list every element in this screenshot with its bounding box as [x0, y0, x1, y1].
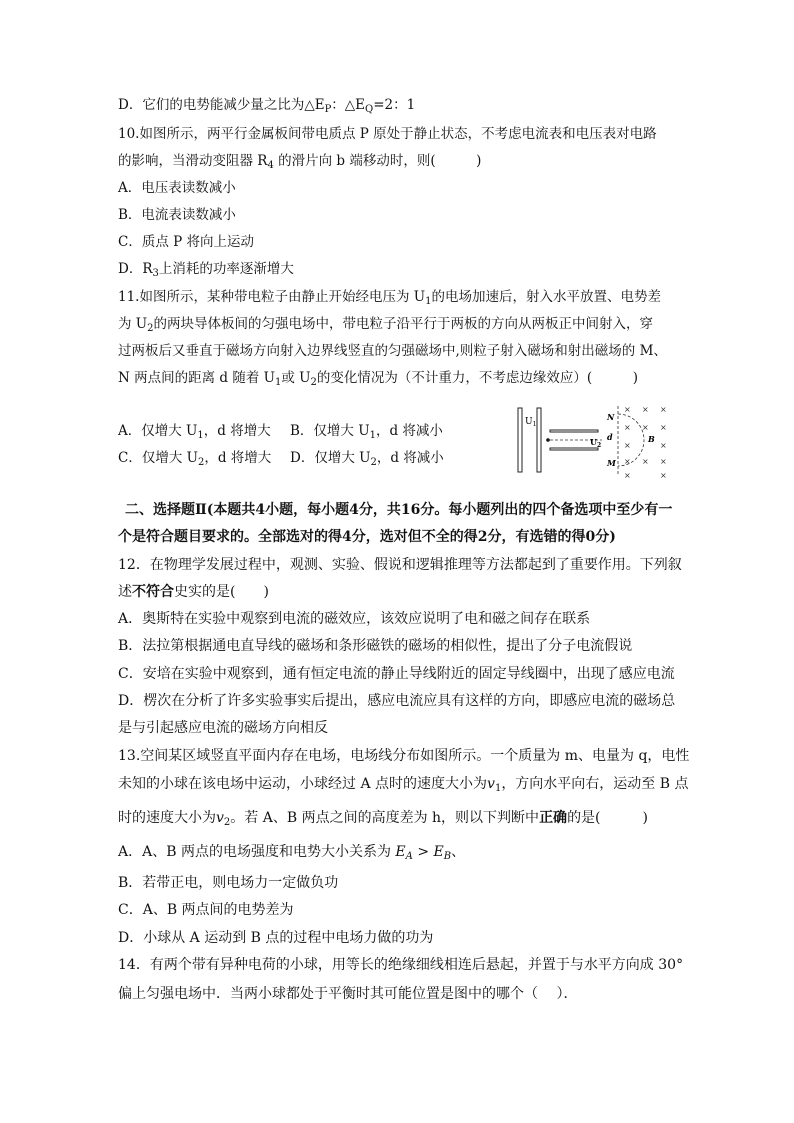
label-u2: $U_2$ — [590, 437, 602, 449]
text: 的两块导体板间的匀强电场中，带电粒子沿平行于两板的方向从两板正中间射入，穿 — [153, 316, 654, 332]
subscript: 2 — [198, 457, 205, 468]
text: 、 — [451, 844, 466, 860]
section2-heading-line2: 个是符合题目要求的。全部选对的得4分，选对但不全的得2分，有选错的得0分) — [118, 529, 616, 545]
q10-option-a: A．电压表读数减小 — [118, 180, 236, 196]
subscript: 2 — [223, 817, 231, 828]
q10-option-b: B．电流表读数减小 — [118, 207, 236, 223]
text: D．R — [118, 261, 153, 277]
q10-stem-line1: 10.如图所示，两平行金属板间带电质点 P 原处于静止状态，不考虑电流表和电压表对电路 — [118, 126, 657, 142]
emphasis: 正确 — [539, 810, 568, 826]
cross: × — [624, 457, 631, 466]
q14-stem-line2: 偏上匀强电场中．当两小球都处于平衡时其可能位置是图中的哪个（ ）． — [118, 986, 578, 1002]
q13-option-d: D．小球从 A 运动到 B 点的过程中电场力做的功为 — [118, 930, 434, 946]
particle — [546, 438, 550, 442]
label-u1: $U_1$ — [525, 417, 537, 428]
math-v: v — [216, 810, 224, 826]
cross: × — [660, 457, 667, 466]
q11-option-d — [290, 449, 444, 472]
q13-stem-line1: 13.空间某区域竖直平面内存在电场，电场线分布如图所示。一个质量为 m、电量为 q，电性 — [118, 748, 690, 764]
subscript: 1 — [494, 783, 502, 794]
text: 的电场加速后，射入水平放置、电势差 — [431, 289, 662, 305]
text: 述 — [118, 584, 132, 600]
text: 史实的是( ) — [174, 584, 269, 600]
cross: × — [642, 405, 649, 414]
q11-stem-line1 — [118, 288, 661, 311]
q11-options-row1 — [118, 422, 443, 445]
text: 上消耗的功率逐渐增大 — [158, 261, 294, 277]
q12-option-a: A．奥斯特在实验中观察到电流的磁效应，该效应说明了电和磁之间存在联系 — [118, 611, 591, 627]
deflect-plate-bottom — [550, 448, 598, 450]
q11-option-a — [118, 422, 290, 445]
cross: × — [660, 441, 667, 450]
text: A．A、B 两点的电场强度和电势大小关系为 — [118, 844, 396, 860]
q12-stem-line2 — [118, 583, 269, 601]
text: 的影响，当滑动变阻器 R — [118, 153, 268, 169]
q11-option-b — [290, 422, 443, 445]
label-n: N — [607, 412, 615, 422]
text: 或 U — [281, 370, 311, 386]
cross: × — [624, 441, 631, 450]
text: 为 U — [118, 316, 148, 332]
q12-option-d-line1: D．楞次在分析了许多实验事实后提出，感应电流应具有这样的方向，即感应电流的磁场总 — [118, 693, 676, 709]
math-e: E — [395, 844, 406, 860]
q11-figure — [510, 402, 680, 480]
cross: × — [624, 471, 631, 480]
text: 。若 A、B 两点之间的高度差为 h，则以下判断中 — [230, 810, 540, 826]
subscript: Q — [365, 104, 374, 115]
circular-path — [618, 414, 644, 466]
text: =2：1 — [373, 97, 416, 113]
cross: × — [624, 423, 631, 432]
accel-plate-right — [537, 408, 541, 472]
text: 11.如图所示，某种带电粒子由静止开始经电压为 U — [118, 289, 426, 305]
q11-stem-line4 — [118, 369, 638, 392]
text: 的变化情况为（不计重力，不考虑边缘效应）( ) — [316, 370, 638, 386]
cross: × — [660, 471, 667, 480]
subscript: P — [324, 104, 332, 115]
emphasis: 不符合 — [132, 584, 174, 600]
subscript: 4 — [267, 160, 274, 171]
section2-heading-line1: 二、选择题Ⅱ(本题共4小题，每小题4分，共16分。每小题列出的四个备选项中至少有一 — [125, 502, 673, 518]
text: D．仅增大 U — [290, 450, 371, 466]
q11-options-row2 — [118, 449, 444, 472]
q13-option-a — [118, 843, 465, 866]
subscript: 1 — [197, 430, 204, 441]
q14-stem-line1: 14．有两个带有异种电荷的小球，用等长的绝缘细线相连后悬起，并置于与水平方向成 30° — [118, 957, 684, 973]
q13-option-c: C．A、B 两点间的电势差为 — [118, 902, 294, 918]
accel-plate-left — [518, 408, 522, 472]
q10-option-c: C．质点 P 将向上运动 — [118, 234, 254, 250]
math-e: > E — [412, 844, 444, 860]
subscript: 1 — [275, 377, 282, 388]
q10-option-d — [118, 260, 294, 283]
text: ，d 将增大 — [204, 450, 272, 466]
text: ：△E — [331, 97, 366, 113]
q13-stem-line2 — [118, 775, 689, 798]
math-v: v — [487, 776, 495, 792]
q11-option-c — [118, 449, 290, 472]
text: ，d 将减小 — [376, 450, 444, 466]
text: C．仅增大 U — [118, 450, 198, 466]
cross: × — [660, 423, 667, 432]
text: D．它们的电势能减少量之比为△E — [118, 97, 325, 113]
subscript: 2 — [370, 457, 377, 468]
subscript: B — [443, 851, 452, 862]
text: ，d 将增大 — [203, 423, 271, 439]
subscript: A — [405, 851, 413, 862]
label-d: d — [607, 432, 613, 442]
cross: × — [660, 405, 667, 414]
label-m: M — [607, 458, 616, 468]
deflect-plate-top — [550, 430, 598, 432]
q12-option-c: C．安培在实验中观察到，通有恒定电流的静止导线附近的固定导线圈中，出现了感应电流 — [118, 666, 675, 682]
text: A．仅增大 U — [118, 423, 198, 439]
cross: × — [624, 405, 631, 414]
q13-stem-line3 — [118, 809, 648, 832]
q10-stem-line2 — [118, 152, 481, 175]
text: 的滑片向 b 端移动时，则( ) — [273, 153, 482, 169]
text: ，d 将减小 — [375, 423, 443, 439]
q13-option-b: B．若带正电，则电场力一定做负功 — [118, 875, 339, 891]
q12-option-d-line2: 是与引起感应电流的磁场方向相反 — [118, 720, 328, 736]
subscript: 2 — [147, 323, 154, 334]
subscript: 3 — [152, 268, 159, 279]
subscript: 1 — [369, 430, 376, 441]
q11-stem-line2 — [118, 315, 653, 338]
text: 未知的小球在该电场中运动，小球经过 A 点时的速度大小为 — [118, 776, 488, 792]
q12-option-b: B．法拉第根据通电直导线的磁场和条形磁铁的磁场的相似性，提出了分子电流假说 — [118, 638, 633, 654]
text: 的是( ) — [567, 810, 648, 826]
text: B．仅增大 U — [290, 423, 370, 439]
subscript: 2 — [310, 377, 317, 388]
subscript: 1 — [425, 296, 432, 307]
text: ，方向水平向右，运动至 B 点 — [501, 776, 689, 792]
q9-option-d — [118, 96, 415, 119]
magnetic-field-crosses — [624, 405, 667, 480]
cross: × — [642, 423, 649, 432]
cross: × — [642, 457, 649, 466]
text: 时的速度大小为 — [118, 810, 216, 826]
text: N 两点间的距离 d 随着 U — [118, 370, 275, 386]
label-b: B — [648, 434, 655, 444]
q12-stem-line1: 12．在物理学发展过程中，观测、实验、假说和逻辑推理等方法都起到了重要作用。下列叙 — [118, 557, 682, 573]
q11-stem-line3: 过两板后又垂直于磁场方向射入边界线竖直的匀强磁场中,则粒子射入磁场和射出磁场的 M、 — [118, 343, 667, 359]
